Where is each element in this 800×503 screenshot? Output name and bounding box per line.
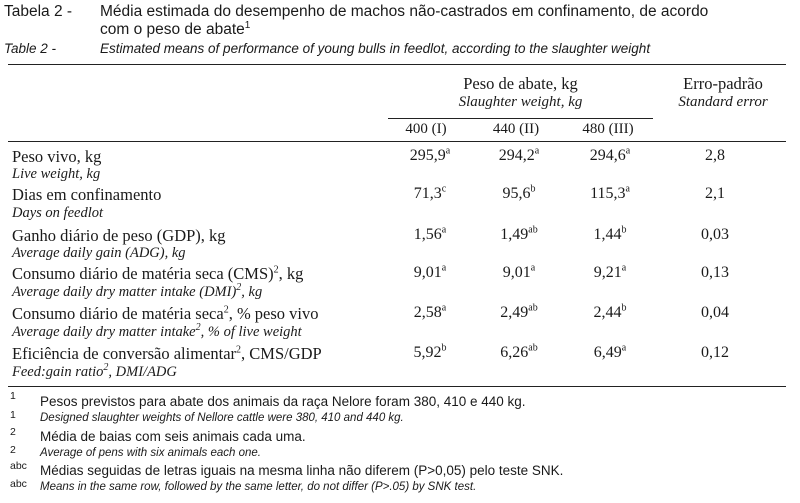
- value-440: 294,2$^a$: [498, 145, 540, 164]
- value-se: 0,12: [701, 344, 729, 361]
- value-440: 2,49$^{ab}$: [500, 302, 538, 321]
- header-bottom-rule: [8, 141, 786, 142]
- value-se: 0,04: [701, 304, 729, 321]
- se-header-en: Standard error: [678, 94, 768, 110]
- caption-title-pt: Média estimada do desempenho de machos não-castrados em confinamento, de acordo: [100, 3, 709, 20]
- value-480: 2,44$^b$: [593, 302, 627, 321]
- footnote-mark: 1: [10, 390, 16, 402]
- caption-label-pt: Tabela 2 -: [4, 3, 73, 20]
- value-480: 6,49$^a$: [593, 342, 627, 361]
- subheader-440: 440 (II): [492, 121, 540, 137]
- footnote-mark: 1: [10, 409, 16, 421]
- footnote-mark: abc: [10, 460, 27, 472]
- row-label-en: Days on feedlot: [12, 205, 104, 221]
- row-label-pt: Ganho diário de peso (GDP), kg: [12, 226, 226, 245]
- row-label-en: Average daily dry matter intake (DMI)$^2$, kg: [12, 282, 263, 300]
- footnote-mark: abc: [10, 478, 27, 490]
- row-label-pt: Peso vivo, kg: [12, 147, 102, 166]
- row-label-pt: Dias em confinamento: [12, 185, 162, 204]
- value-480: 294,6$^a$: [589, 145, 631, 164]
- footnote-text: Médias seguidas de letras iguais na mesma linha não diferem (P>0,05) pelo teste SNK.: [40, 463, 564, 478]
- value-440: 9,01$^a$: [502, 262, 536, 281]
- footnote-mark: 2: [10, 426, 16, 438]
- value-400: 9,01$^a$: [413, 262, 447, 281]
- table-bottom-rule: [8, 386, 786, 387]
- value-440: 6,26$^{ab}$: [500, 342, 538, 361]
- subheader-400: 400 (I): [405, 121, 447, 137]
- group-header-pt: Peso de abate, kg: [463, 74, 578, 93]
- footnote-text-en: Average of pens with six animals each one.: [40, 447, 261, 459]
- table-top-rule: [8, 64, 786, 65]
- value-440: 1,49$^{ab}$: [500, 224, 538, 243]
- value-480: 115,3$^a$: [590, 183, 630, 202]
- row-label-pt: Eficiência de conversão alimentar$^2$, CMS/GDP: [12, 344, 322, 363]
- row-label-en: Feed:gain ratio$^2$, DMI/ADG: [12, 362, 177, 380]
- value-400: 71,3$^c$: [413, 183, 447, 202]
- value-400: 1,56$^a$: [413, 224, 447, 243]
- footnote-text-en: Designed slaughter weights of Nellore cattle were 380, 410 and 440 kg.: [40, 412, 404, 424]
- row-label-pt: Consumo diário de matéria seca$^2$, % peso vivo: [12, 304, 319, 323]
- value-se: 0,03: [701, 226, 729, 243]
- value-440: 95,6$^b$: [502, 183, 536, 202]
- group-header-en: Slaughter weight, kg: [458, 94, 583, 110]
- footnote-text-en: Means in the same row, followed by the same letter, do not differ (P>.05) by SNK test.: [40, 481, 477, 493]
- value-400: 295,9$^a$: [409, 145, 451, 164]
- value-480: 9,21$^a$: [593, 262, 627, 281]
- caption-label-en: Table 2 -: [4, 41, 57, 56]
- footnote-mark: 2: [10, 444, 16, 456]
- value-480: 1,44$^b$: [593, 224, 627, 243]
- row-label-en: Live weight, kg: [12, 166, 101, 182]
- row-label-pt: Consumo diário de matéria seca (CMS)$^2$, kg: [12, 264, 304, 283]
- subheader-480: 480 (III): [582, 121, 634, 137]
- row-label-en: Average daily dry matter intake$^2$, % of live weight: [12, 322, 302, 340]
- footnote-text: Pesos previstos para abate dos animais da raça Nelore foram 380, 410 e 440 kg.: [40, 394, 526, 409]
- value-se: 2,8: [705, 147, 725, 164]
- value-400: 2,58$^a$: [413, 302, 447, 321]
- value-se: 2,1: [705, 185, 725, 202]
- se-header-pt: Erro-padrão: [683, 74, 763, 93]
- group-header-rule: [388, 118, 653, 119]
- footnote-text: Média de baias com seis animais cada uma.: [40, 429, 306, 444]
- caption-title-en: Estimated means of performance of young bulls in feedlot, according to the slaughter weight: [100, 41, 651, 56]
- value-se: 0,13: [701, 264, 729, 281]
- value-400: 5,92$^b$: [413, 342, 447, 361]
- caption-title-pt-line2: com o peso de abate$^1$: [100, 19, 251, 38]
- row-label-en: Average daily gain (ADG), kg: [12, 245, 186, 261]
